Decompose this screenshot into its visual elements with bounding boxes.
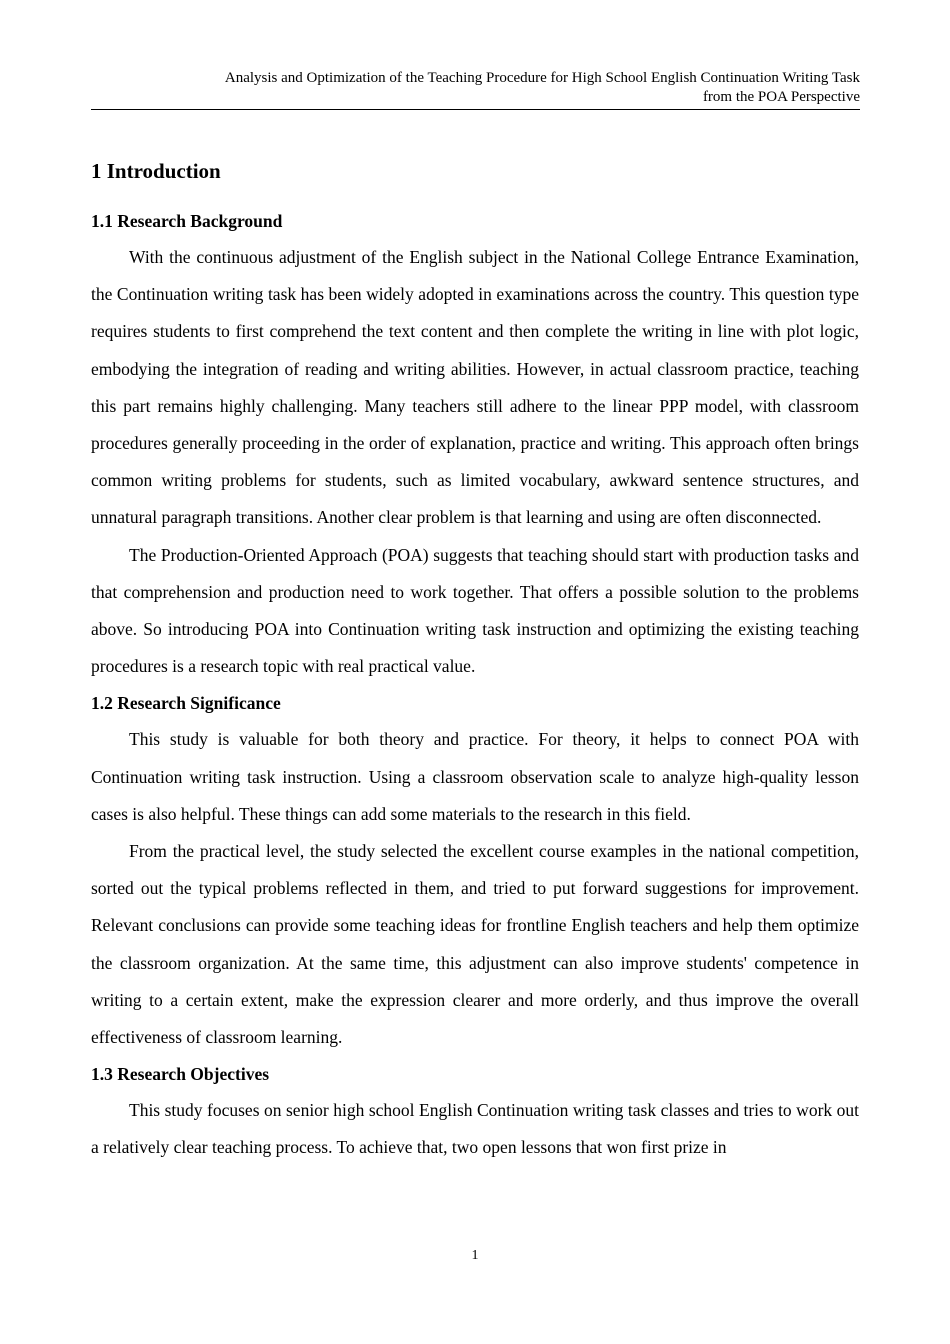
subsection-heading-research-objectives: 1.3 Research Objectives bbox=[91, 1064, 270, 1085]
subsection-heading-research-significance: 1.2 Research Significance bbox=[91, 693, 281, 714]
paragraph-significance-1: This study is valuable for both theory and practice. For theory, it helps to connect POA with Continuation writing task instruction. Using a classroom observation scale to analyze high-quality lesson cases is also helpful. These things can add some materials to the research in this field. bbox=[91, 729, 859, 824]
section-heading-introduction: 1 Introduction bbox=[91, 159, 221, 183]
paragraph-background-1: With the continuous adjustment of the English subject in the National College Entrance Examination, the Continuation writing task has been widely adopted in examinations across the country. This question type requires students to first comprehend the text content and then complete the writing in line with plot logic, embodying the integration of reading and writing abilities. However, in actual classroom practice, teaching this part remains highly challenging. Many teachers still adhere to the linear PPP model, with classroom procedures generally proceeding in the order of explanation, practice and writing. This approach often brings common writing problems for students, such as limited vocabulary, awkward sentence structures, and unnatural paragraph transitions. Another clear problem is that learning and using are often disconnected. bbox=[91, 247, 859, 528]
running-header-line-1: Analysis and Optimization of the Teaching Procedure for High School English Continuation Writing Task bbox=[224, 70, 860, 86]
paragraph-significance-2: From the practical level, the study selected the excellent course examples in the national competition, sorted out the typical problems reflected in them, and tried to put forward suggestions for improvement. Relevant conclusions can provide some teaching ideas for frontline English teachers and help them optimize the classroom organization. At the same time, this adjustment can also improve students' competence in writing to a certain extent, make the expression clearer and more orderly, and thus improve the overall effectiveness of classroom learning. bbox=[91, 841, 859, 1048]
page-number: 1 bbox=[471, 1248, 479, 1263]
paragraph-objectives-1: This study focuses on senior high school English Continuation writing task classes and tries to work out a relatively clear teaching process. To achieve that, two open lessons that won first prize in bbox=[91, 1100, 859, 1158]
paragraph-background-2: The Production-Oriented Approach (POA) suggests that teaching should start with production tasks and that comprehension and production need to work together. That offers a possible solution to the problems above. So introducing POA into Continuation writing task instruction and optimizing the existing teaching procedures is a research topic with real practical value. bbox=[91, 544, 859, 677]
running-header-line-2: from the POA Perspective bbox=[702, 89, 860, 105]
subsection-heading-research-background: 1.1 Research Background bbox=[91, 211, 283, 231]
running-header bbox=[91, 69, 860, 110]
body-content bbox=[91, 155, 859, 1167]
